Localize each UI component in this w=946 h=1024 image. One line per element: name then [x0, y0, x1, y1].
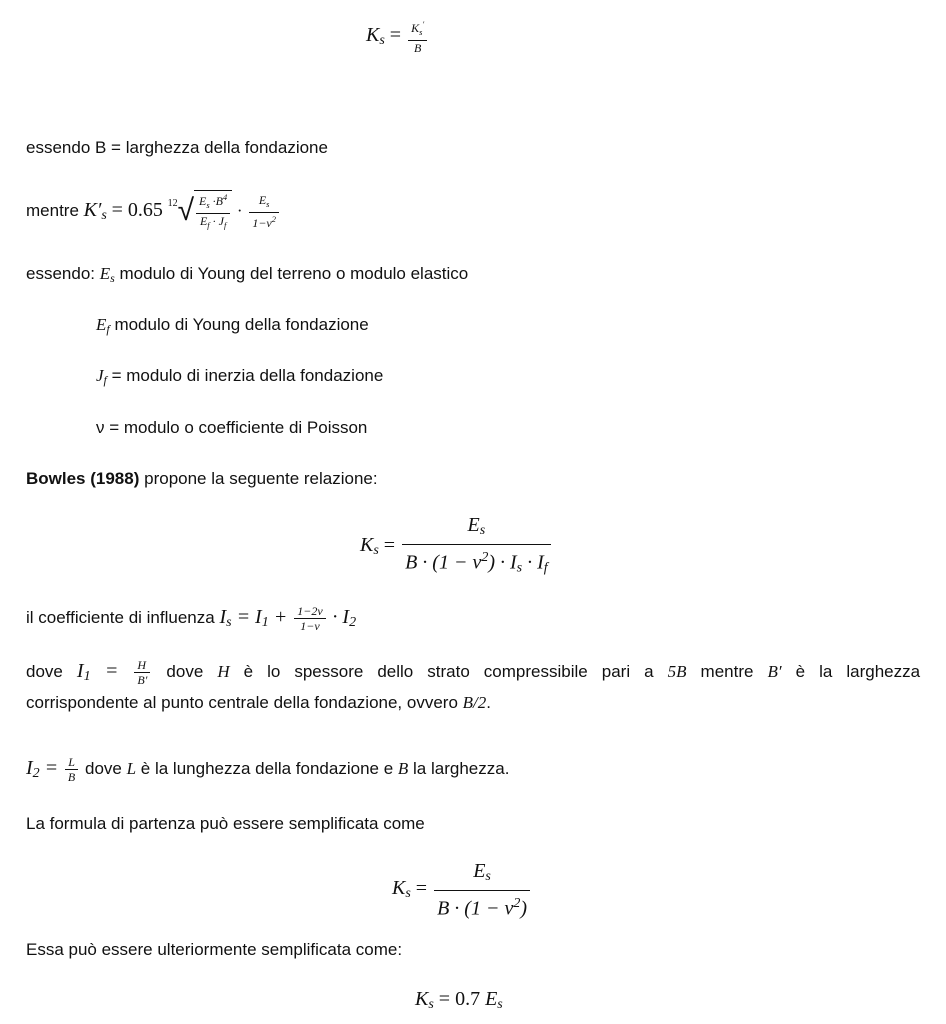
l-symbol: L [126, 758, 137, 778]
ef-description: modulo di Young della fondazione [114, 315, 369, 334]
b-prime-symbol: B′ [767, 662, 782, 681]
mentre-label: mentre [26, 201, 79, 220]
essendo-label: essendo: [26, 264, 95, 283]
i1-paragraph: dove $I_1$ = $\frac{H}{B'}$ dove H è lo spessore dello strato compressibile pari a 5B mentre B′ è la larghezza corrispondente al punto centrale della fondazione, ovvero B/2. [26, 658, 921, 712]
b-prime-description: è la larghezza [795, 662, 921, 681]
b-description: la larghezza. [413, 758, 510, 778]
bowles-citation: Bowles (1988) [26, 469, 140, 488]
root-index: 12 [167, 198, 178, 209]
final-coefficient: = 0.7 [438, 988, 481, 1010]
h-description: è lo spessore dello strato compressibile pari a [243, 662, 654, 681]
jf-description: = modulo di inerzia della fondazione [111, 366, 384, 385]
b-symbol: B [397, 758, 409, 778]
b-definition: essendo B = larghezza della fondazione [26, 138, 328, 157]
equation-simplified: $K_s$ = $\frac{E_s}{B \cdot (1 - \nu^2)}$ [392, 858, 532, 922]
five-b: 5B [667, 662, 687, 681]
equation-ks-top: $K_s$ = $\frac{K_s'}{B}$ [366, 18, 429, 55]
b-half: B/2 [462, 693, 487, 712]
es-definition: essendo: $E_s$ modulo di Young del terreno o modulo elastico [26, 264, 469, 285]
ef-definition: $E_f$ modulo di Young della fondazione [96, 315, 369, 336]
h-symbol: H [217, 662, 230, 681]
coef-value: 0.65 [127, 199, 163, 221]
influence-label: il coefficiente di influenza [26, 607, 215, 627]
es-over-one-minus-nu2: $\frac{E_s}{1-\nu^2}$ [249, 193, 279, 230]
equation-final: $K_s = 0.7$ $E_s$ [415, 988, 503, 1012]
equation-bowles: $K_s$ = $\frac{E_s}{B \cdot (1 - \nu^2) \cdot I_s \cdot I_f}$ [360, 512, 553, 582]
dove-label-2: dove [166, 662, 204, 681]
nu-definition: ν = modulo o coefficiente di Poisson [96, 418, 368, 437]
twelfth-root: $^{12}$√ $\frac{E_s \cdot B^4}{E_f \cdot J_f}$ [168, 190, 233, 233]
i2-definition: $I_2$ = $\frac{L}{B}$ dove L è la lunghezza della fondazione e B la larghezza. [26, 755, 510, 784]
ks-prime-formula: mentre $K'_s = 0.65$ $^{12}$√ $\frac{E_s \cdot B^4}{E_f \cdot J_f}$ · $\frac{E_s}{1-\nu^2}$ [26, 190, 281, 233]
bowles-text: propone la seguente relazione: [144, 469, 378, 488]
jf-definition: $J_f$ = modulo di inerzia della fondazione [96, 366, 384, 387]
b-prime-description-2: corrispondente al punto centrale della fondazione, ovvero [26, 693, 458, 712]
formula-simplification-text: La formula di partenza può essere semplificata come [26, 814, 425, 833]
ks-symbol: $K_s$ [366, 24, 385, 49]
further-simplification-text: Essa può essere ulteriormente semplificata come: [26, 940, 403, 959]
ks-prime-over-b-fraction: $\frac{K_s'}{B}$ [408, 18, 427, 55]
mentre-label-2: mentre [700, 662, 754, 681]
l-description: è la lunghezza della fondazione e [140, 758, 394, 778]
es-description: modulo di Young del terreno o modulo elastico [119, 264, 469, 283]
bowles-intro [26, 469, 378, 489]
influence-coefficient: il coefficiente di influenza $I_s = I_1$ + $\frac{1-2\nu}{1-\nu}$ · $I_2$ [26, 604, 357, 633]
dove-label: dove [26, 662, 63, 681]
dove-label-3: dove [84, 758, 122, 778]
